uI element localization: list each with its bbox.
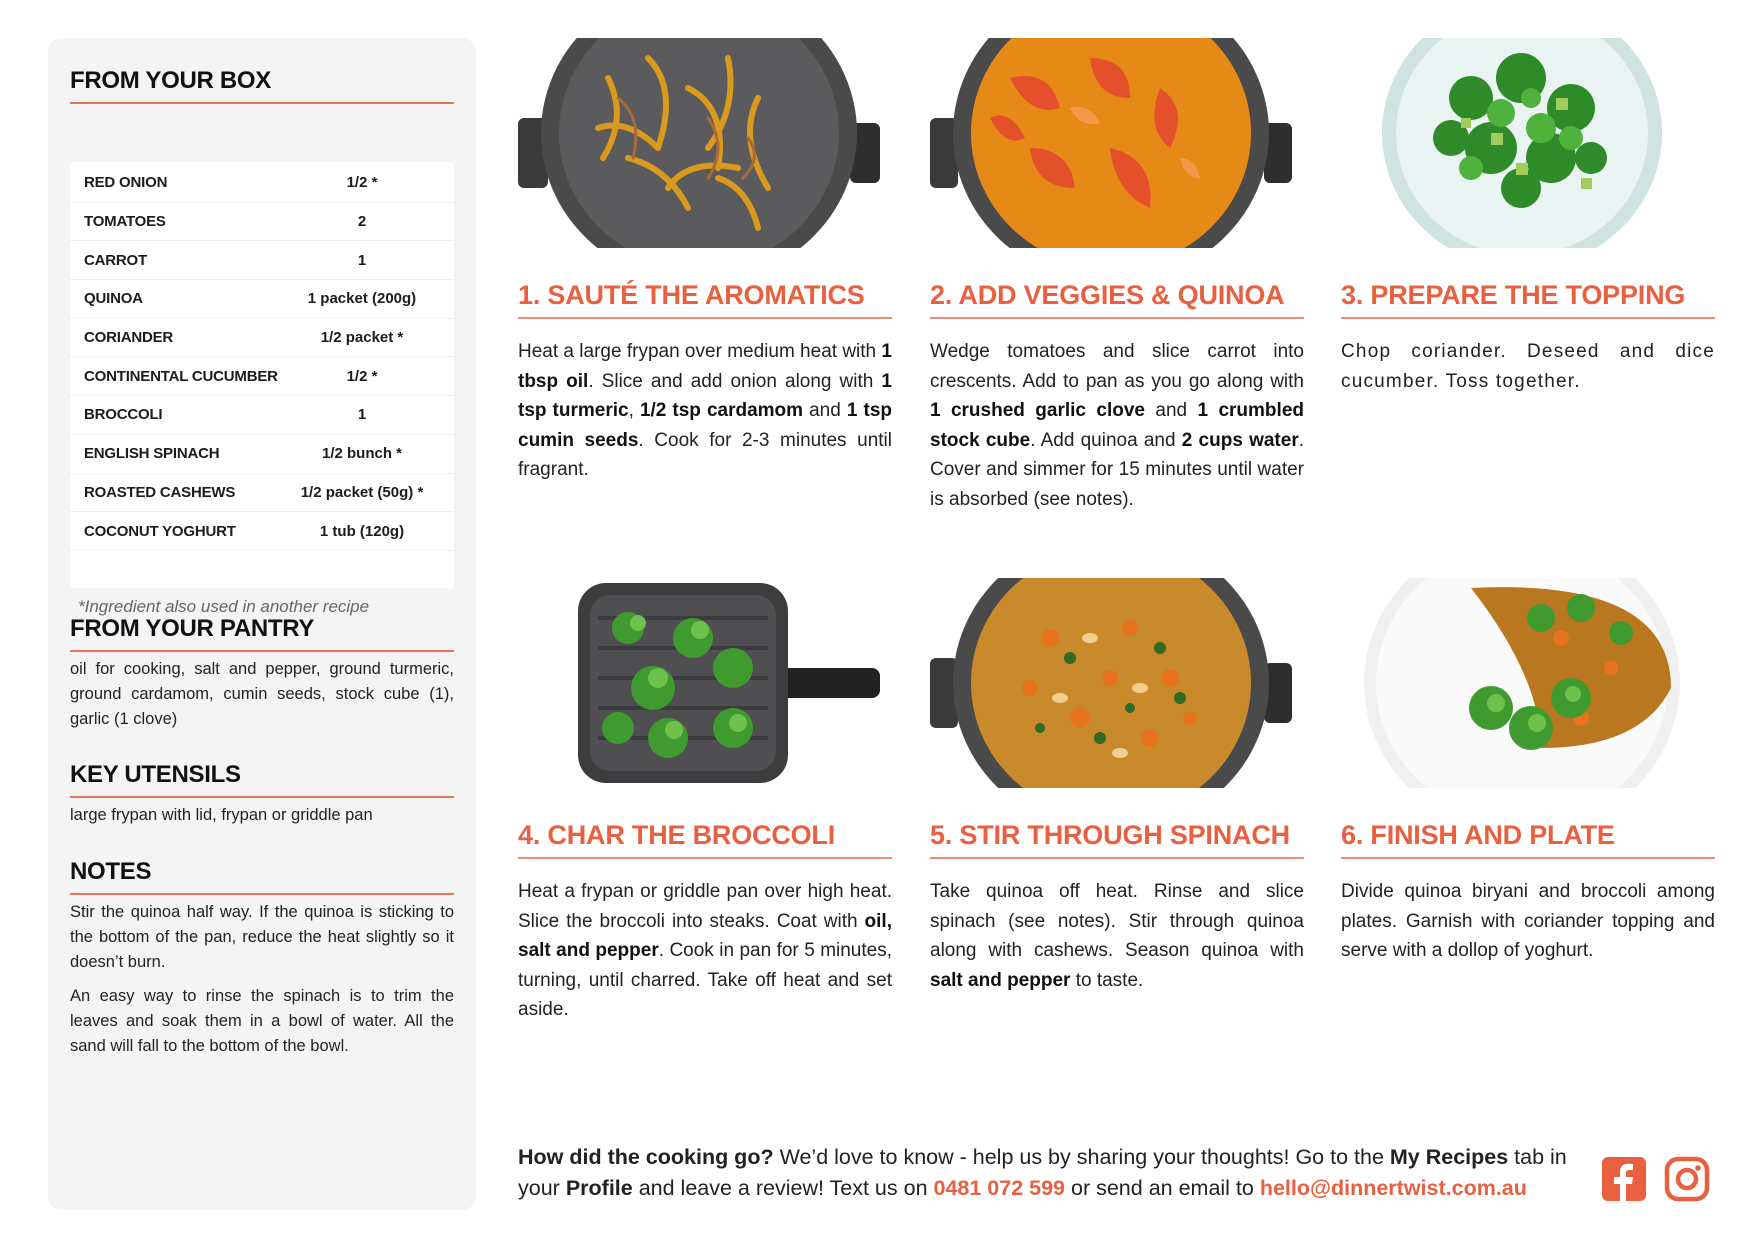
ingredient-row [70, 280, 454, 319]
step-text-fragment: 1 tsp turmeric [518, 370, 892, 421]
ingredient-row [70, 435, 454, 474]
ingredient-footnote: *Ingredient also used in another recipe [78, 597, 370, 616]
facebook-icon[interactable] [1601, 1156, 1647, 1202]
step-text-fragment: Divide quinoa biryani and broccoli among plates. Garnish with coriander topping and serve with a dollop of yoghurt. [1341, 881, 1715, 961]
feedback-text-1: We’d love to know - help us by sharing your thoughts! Go to the [773, 1145, 1390, 1169]
utensils-heading: KEY UTENSILS [70, 762, 454, 798]
step-6-text [1341, 877, 1715, 966]
step-1-photo [518, 38, 880, 248]
feedback-message [518, 1142, 1578, 1204]
step-4-photo [518, 578, 880, 788]
instagram-icon[interactable] [1664, 1156, 1710, 1202]
step-2-photo [930, 38, 1292, 248]
step-text-fragment: 1 crushed garlic clove [930, 400, 1145, 421]
ingredient-name: TOMATOES [84, 213, 166, 231]
step-5-title: 5. STIR THROUGH SPINACH [930, 820, 1304, 859]
ingredient-name: COCONUT YOGHURT [84, 522, 236, 540]
ingredient-quantity: 1 tub (120g) [319, 522, 405, 540]
ingredient-quantity: 1 [357, 406, 367, 424]
step-text-fragment: 1 tsp cumin seeds [518, 400, 892, 451]
notes-paragraph-2: An easy way to rinse the spinach is to trim the leaves and soak them in a bowl of water. All the sand will fall to the bottom of the bowl. [70, 987, 454, 1055]
ingredient-name: BROCCOLI [84, 406, 163, 424]
ingredient-row [70, 357, 454, 396]
ingredient-quantity: 2 [357, 213, 367, 231]
step-6-photo [1341, 578, 1703, 788]
step-text-fragment: and [803, 400, 847, 421]
step-2-text [930, 337, 1304, 514]
feedback-text-3: and leave a review! Text us on [632, 1176, 934, 1200]
ingredient-name: QUINOA [84, 290, 143, 308]
notes-paragraph-1: Stir the quinoa half way. If the quinoa is sticking to the bottom of the pan, reduce the heat slightly so it doesn’t burn. [70, 903, 454, 971]
ingredient-row [70, 512, 454, 551]
ingredient-quantity: 1/2 bunch * [321, 445, 403, 463]
notes-heading: NOTES [70, 859, 454, 895]
utensils-text: large frypan with lid, frypan or griddle pan [70, 806, 373, 824]
step-4-title: 4. CHAR THE BROCCOLI [518, 820, 892, 859]
step-3-photo [1341, 38, 1703, 248]
step-text-fragment: 2 cups water [1181, 429, 1299, 451]
step-text-fragment: 1 tbsp oil [518, 341, 892, 392]
feedback-text-2: tab in your [518, 1145, 1567, 1200]
ingredient-quantity: 1/2 packet (50g) * [300, 483, 424, 501]
step-text-fragment: 1 crumbled stock cube [930, 400, 1304, 451]
ingredient-row [70, 396, 454, 435]
ingredient-row [70, 203, 454, 242]
step-4-text [518, 877, 892, 1025]
step-5-text [930, 877, 1304, 995]
step-2-title: 2. ADD VEGGIES & QUINOA [930, 280, 1304, 319]
my-recipes-link[interactable]: My Recipes [1389, 1145, 1509, 1169]
ingredient-quantity: 1/2 * [346, 367, 378, 385]
pantry-text: oil for cooking, salt and pepper, ground turmeric, ground cardamom, cumin seeds, stock cube (1), garlic (1 clove) [70, 660, 454, 728]
from-box-heading: FROM YOUR BOX [70, 68, 454, 104]
step-text-fragment: Wedge tomatoes and slice carrot into crescents. Add to pan as you go along with [930, 341, 1304, 392]
step-text-fragment: Chop coriander. Deseed and dice cucumber. Toss together. [1341, 341, 1715, 392]
step-1-text [518, 337, 892, 485]
ingredients-table [70, 162, 454, 588]
step-text-fragment: . Cover and simmer for 15 minutes until water is absorbed (see notes). [930, 429, 1305, 510]
phone-link[interactable]: 0481 072 599 [933, 1176, 1066, 1200]
profile-link[interactable]: Profile [565, 1176, 633, 1200]
ingredient-quantity: 1 [357, 251, 367, 269]
email-link[interactable]: hello@dinnertwist.com.au [1259, 1176, 1527, 1200]
pantry-heading: FROM YOUR PANTRY [70, 616, 454, 652]
step-text-fragment: Heat a frypan or griddle pan over high heat. Slice the broccoli into steaks. Coat with [518, 881, 892, 932]
step-6-title: 6. FINISH AND PLATE [1341, 820, 1715, 859]
step-text-fragment: , [628, 400, 640, 421]
ingredient-row [70, 164, 454, 203]
step-text-fragment: salt and pepper [930, 969, 1071, 991]
ingredient-name: ENGLISH SPINACH [84, 445, 220, 463]
ingredient-quantity: 1/2 packet * [320, 329, 404, 347]
ingredient-name: CARROT [84, 251, 147, 269]
ingredient-row [70, 319, 454, 358]
step-1-title: 1. SAUTÉ THE AROMATICS [518, 280, 892, 319]
step-text-fragment: Heat a large frypan over medium heat with [518, 341, 882, 362]
feedback-question: How did the cooking go? [518, 1145, 774, 1169]
step-text-fragment: . Cook for 2-3 minutes until fragrant. [518, 429, 893, 480]
step-text-fragment: oil, salt and pepper [518, 910, 892, 961]
step-3-text [1341, 337, 1715, 396]
step-text-fragment: and [1144, 400, 1198, 421]
ingredients-panel [48, 38, 476, 1210]
step-5-photo [930, 578, 1292, 788]
step-text-fragment: . Cook in pan for 5 minutes, turning, until charred. Take off heat and set aside. [518, 940, 893, 1020]
step-text-fragment: to taste. [1070, 969, 1144, 991]
step-text-fragment: . Slice and add onion along with [588, 370, 882, 392]
ingredient-name: CONTINENTAL CUCUMBER [84, 367, 278, 385]
feedback-text-4: or send an email to [1065, 1176, 1260, 1200]
ingredient-name: RED ONION [84, 174, 168, 192]
ingredient-name: ROASTED CASHEWS [84, 483, 236, 501]
ingredient-quantity: 1 packet (200g) [307, 290, 417, 308]
step-text-fragment: Take quinoa off heat. Rinse and slice spinach (see notes). Stir through quinoa along with cashews. Season quinoa with [930, 881, 1304, 961]
ingredient-name: CORIANDER [84, 329, 174, 347]
ingredient-row [70, 241, 454, 280]
ingredient-row [70, 474, 454, 513]
step-3-title: 3. PREPARE THE TOPPING [1341, 280, 1715, 319]
step-text-fragment: 1/2 tsp cardamom [639, 400, 804, 421]
step-text-fragment: . Add quinoa and [1030, 429, 1182, 451]
ingredient-quantity: 1/2 * [346, 174, 378, 192]
